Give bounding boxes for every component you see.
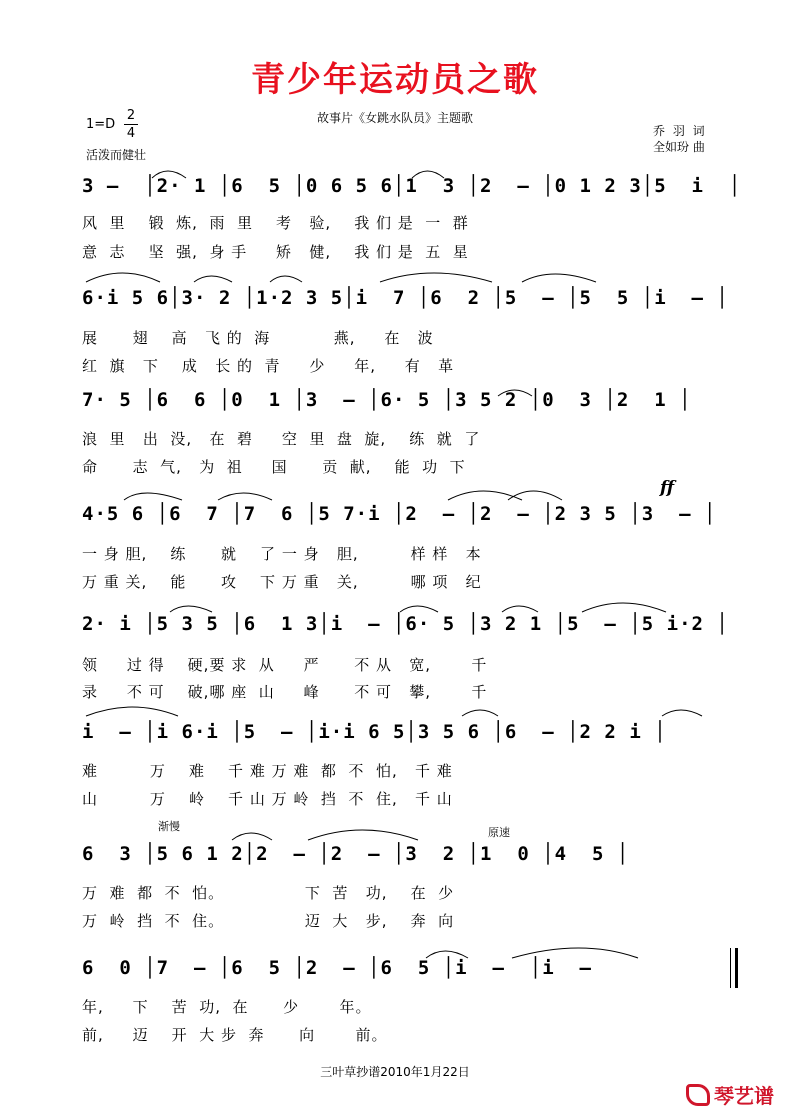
notation-line-8: 6 0 │7 – │6 5 │2 – │6 5 │i – │i – bbox=[82, 957, 617, 979]
fortissimo-mark: ff bbox=[660, 478, 675, 498]
lyric-line-8b: 前, 迈 开 大 步 奔 向 前。 bbox=[82, 1026, 388, 1044]
composer-credit: 全如玢 曲 bbox=[653, 140, 705, 154]
notation-line-3: 7· 5 │6 6 │0 1 │3 – │6· 5 │3 5 2 │0 3 │2 1 │ bbox=[82, 389, 692, 411]
lyric-line-7b: 万 岭 挡 不 住。 迈 大 步, 奔 向 bbox=[82, 912, 455, 930]
lyric-line-6a: 难 万 难 千 难 万 难 都 不 怕, 千 难 bbox=[82, 762, 453, 780]
lyric-line-7a: 万 难 都 不 怕。 下 苦 功, 在 少 bbox=[82, 884, 455, 902]
lyric-line-4a: 一 身 胆, 练 就 了 一 身 胆, 样 样 本 bbox=[82, 545, 482, 563]
subtitle: 故事片《女跳水队员》主题歌 bbox=[316, 111, 473, 125]
transcription-note: 三叶草抄谱2010年1月22日 bbox=[320, 1065, 470, 1079]
ritardando-mark: 渐慢 bbox=[158, 820, 180, 833]
key-signature: 1=D bbox=[86, 117, 116, 132]
notation-line-5: 2· i │5 3 5 │6 1 3│i – │6· 5 │3 2 1 │5 – │5 i·2 │ bbox=[82, 613, 729, 635]
lyric-line-6b: 山 万 岭 千 山 万 岭 挡 不 住, 千 山 bbox=[82, 790, 453, 808]
lyric-line-5a: 领 过 得 硬,要 求 从 严 不 从 宽, 千 bbox=[82, 656, 488, 674]
final-barline bbox=[730, 948, 738, 988]
lyric-line-1a: 风 里 锻 炼, 雨 里 考 验, 我 们 是 一 群 bbox=[82, 214, 469, 232]
logo-icon bbox=[686, 1084, 710, 1106]
lyric-line-4b: 万 重 关, 能 攻 下 万 重 关, 哪 项 纪 bbox=[82, 573, 482, 591]
song-title: 青少年运动员之歌 bbox=[251, 60, 539, 100]
site-logo[interactable] bbox=[686, 1080, 774, 1109]
lyric-line-3a: 浪 里 出 没, 在 碧 空 里 盘 旋, 练 就 了 bbox=[82, 430, 481, 448]
lyricist-credit: 乔 羽 词 bbox=[653, 124, 707, 138]
time-top: 2 bbox=[126, 108, 136, 123]
notation-line-7: 6 3 │5 6 1 2│2 – │2 – │3 2 │1 0 │4 5 │ bbox=[82, 843, 630, 865]
notation-line-4: 4·5 6 │6 7 │7 6 │5 7·i │2 – │2 – │2 3 5 │3 – │ bbox=[82, 503, 717, 525]
lyric-line-2b: 红 旗 下 成 长 的 青 少 年, 有 革 bbox=[82, 357, 455, 375]
time-bottom: 4 bbox=[126, 126, 136, 141]
a-tempo-mark: 原速 bbox=[488, 826, 510, 839]
lyric-line-2a: 展 翅 高 飞 的 海 燕, 在 波 bbox=[82, 329, 434, 347]
lyric-line-1b: 意 志 坚 强, 身 手 矫 健, 我 们 是 五 星 bbox=[82, 243, 469, 261]
notation-line-2: 6·i 5 6│3· 2 │1·2 3 5│i 7 │6 2 │5 – │5 5 │i – │ bbox=[82, 287, 729, 309]
notation-line-6: i – │i 6·i │5 – │i·i 6 5│3 5 6 │6 – │2 2 i │ bbox=[82, 721, 667, 743]
lyric-line-3b: 命 志 气, 为 祖 国 贡 献, 能 功 下 bbox=[82, 458, 466, 476]
notation-line-1: 3 – │2· 1 │6 5 │0 6 5 6│1 3 │2 – │0 1 2 3│5 i │ bbox=[82, 175, 742, 197]
lyric-line-8a: 年, 下 苦 功, 在 少 年。 bbox=[82, 998, 372, 1016]
lyric-line-5b: 录 不 可 破,哪 座 山 峰 不 可 攀, 千 bbox=[82, 683, 488, 701]
logo-text: 琴艺谱 bbox=[714, 1084, 774, 1108]
tempo-marking: 活泼而健壮 bbox=[86, 148, 147, 162]
